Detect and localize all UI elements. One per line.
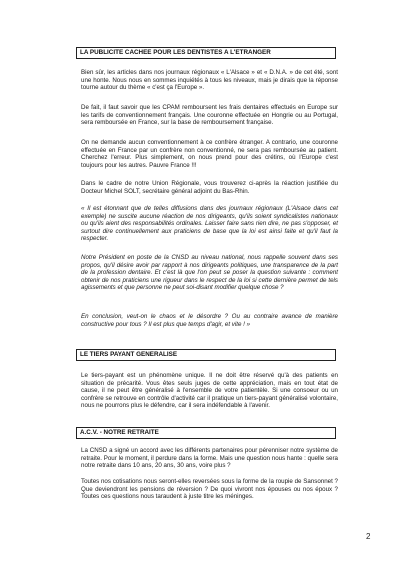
section-title-tiers-payant: LE TIERS PAYANT GENERALISE xyxy=(76,349,336,361)
paragraph: Bien sûr, les articles dans nos journaux régionaux « L'Alsace » et « D.N.A. » de cet été, sont une honte. Nous nous en sommes inquiétés à tous les niveaux, mais je dirais que la réponse tourne autour du thème « c'est ça l'Europe ». xyxy=(81,69,338,91)
paragraph: Dans le cadre de notre Union Régionale, vous trouverez ci-après la réaction justifiée du Docteur Michel SOLT, secrétaire général adjoint du Bas-Rhin. xyxy=(81,180,338,195)
paragraph: On ne demande aucun conventionnement à ce confrère étranger. A contrario, une couronne effectuée en France par un confrère non conventionné, ne sera pas remboursée au patient. Cherchez l'erreur. Plus simplement, on nous prend pour des crétins, où l'Europe c'est toujours pour les autres. Pauvre France !!! xyxy=(81,139,338,169)
quote-paragraph: En conclusion, veut-on le chaos et le désordre ? Ou au contraire avance de manière constructive pour tous ? Il est plus que temps d'agir, et vite ! » xyxy=(81,313,338,328)
paragraph: Le tiers-payant est un phénomène unique. Il ne doit être réservé qu'à des patients en situation de précarité. Vous êtes seuls juges de cette appréciation, mais en tout état de cause, il ne peut être généralisé à l'ensemble de votre patientèle. Si une consoeur ou un confrère se retrouve en contrôle d'activité car il pratique un tiers-payant généralisé volontaire, nous ne pourrons plus le défendre, car il sera indéfendable à l'avenir. xyxy=(81,372,338,409)
paragraph: La CNSD a signé un accord avec les différents partenaires pour pérenniser notre système de retraite. Pour le moment, il perdure dans la forme. Mais une question nous hante : quelle sera notre retraite dans 10 ans, 20 ans, 30 ans, voire plus ? xyxy=(81,447,338,469)
paragraph: Toutes nos cotisations nous seront-elles reversées sous la forme de la roupie de Sansonnet ? Que deviendront les pensions de réversion ? De quoi vivront nos épouses ou nos époux ? Toutes ces questions nous taraudent à juste titre les méninges. xyxy=(81,478,338,500)
paragraph: De fait, il faut savoir que les CPAM remboursent les frais dentaires effectués en Europe sur les tarifs de conventionnement français. Une couronne effectuée en Hongrie ou au Portugal, sera remboursée en France, sur la base de remboursement française. xyxy=(81,104,338,126)
quote-paragraph: « Il est étonnant que de telles diffusions dans des journaux régionaux (L'Alsace dans cet exemple) ne suscite aucune réaction de nos dirigeants, qu'ils soient syndicalistes nationaux ou qu'ils aient des responsabilités ordinales. Laisser faire sans rien dire, ne pas s'opposer, et surtout dire continuellement aux praticiens de base que la loi est ainsi faite et qu'il faut la respecter. xyxy=(81,205,338,242)
section-title-publicite: LA PUBLICITE CACHEE POUR LES DENTISTES A L'ETRANGER xyxy=(76,47,336,59)
section-title-acv: A.C.V. - NOTRE RETRAITE xyxy=(76,427,336,439)
page-number: 2 xyxy=(366,532,371,541)
quote-paragraph: Notre Président en poste de la CNSD au niveau national, nous rappelle souvent dans ses propos, qu'il désire avoir par rapport à nos dirigeants politiques, une transparence de la part de la profession dentaire. Et c'est là que l'on peut se poser la question suivante : comment obtenir de nos praticiens une rigueur dans le respect de la loi si cette dernière permet de tels agissements et que personne ne peut soi-disant modifier quelque chose ? xyxy=(81,254,338,291)
